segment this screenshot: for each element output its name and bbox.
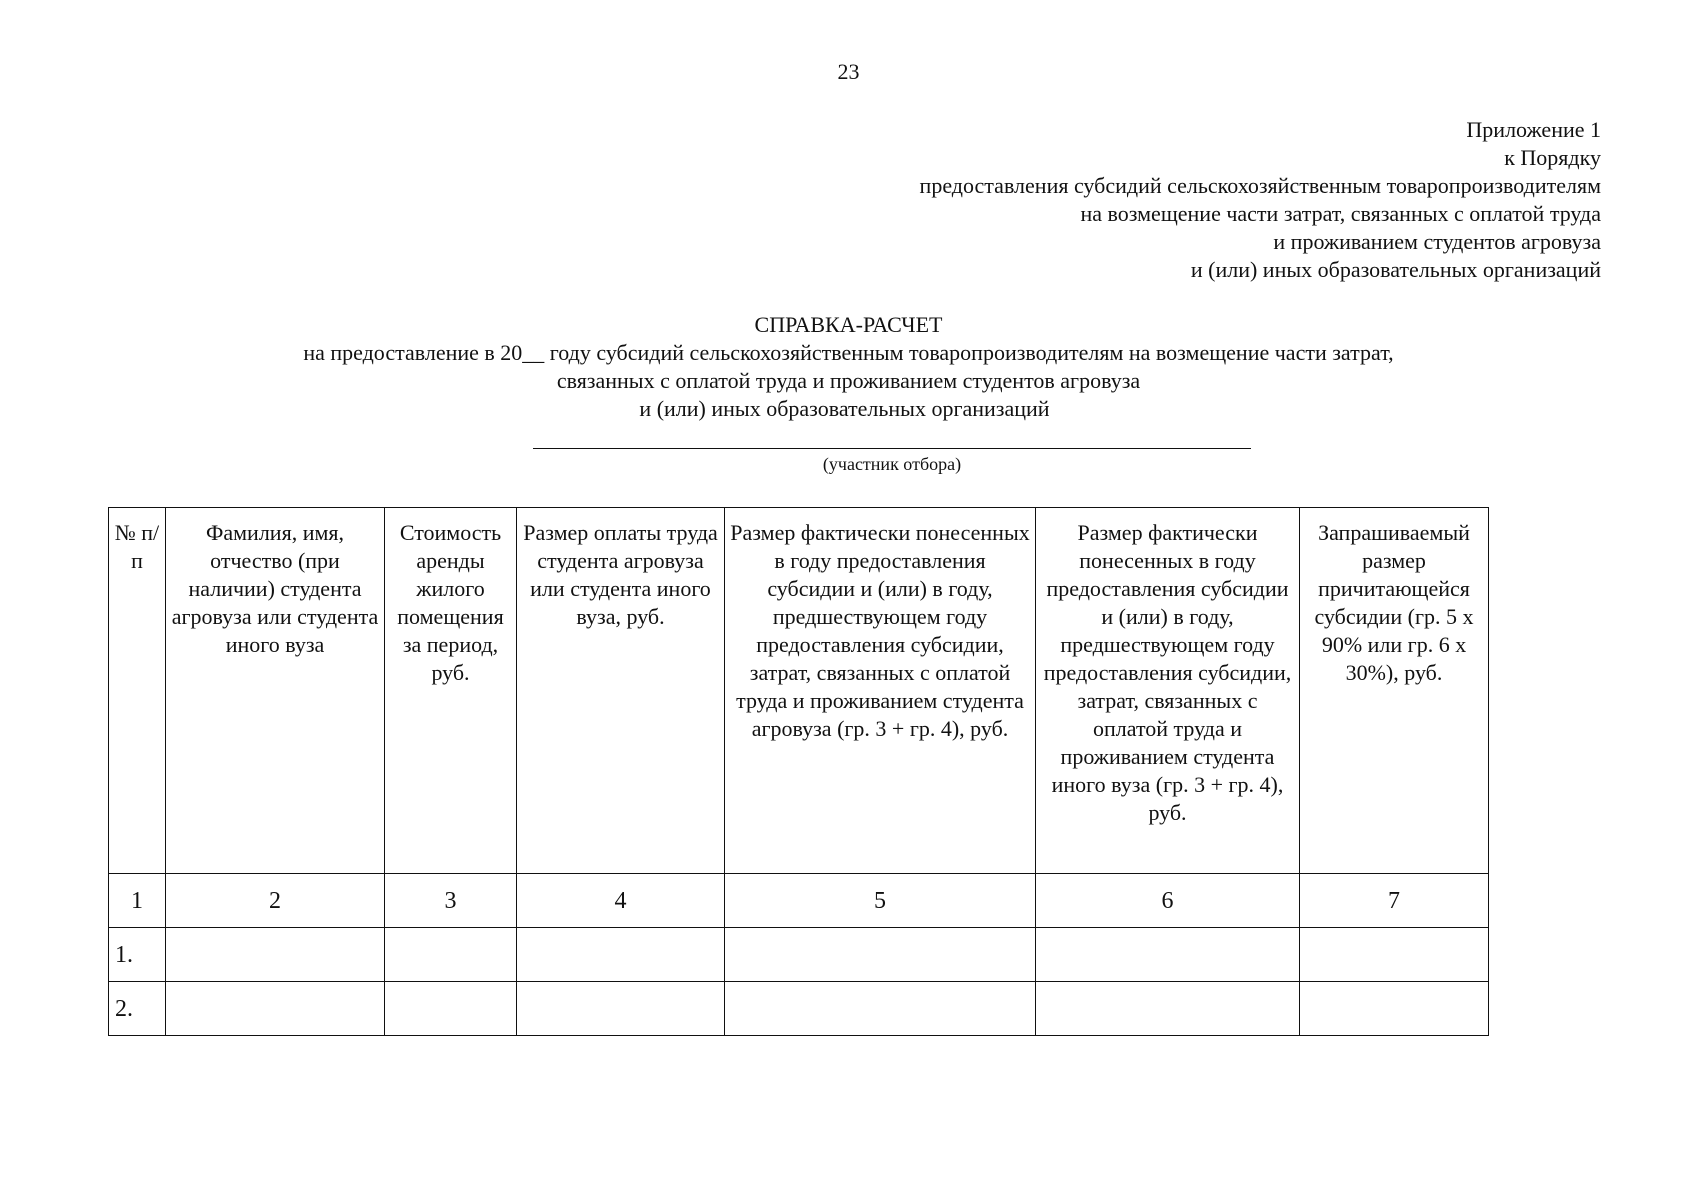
document-subtitle-line: на предоставление в 20__ году субсидий сельскохозяйственным товаропроизводителям на возмещение части затрат, [303, 340, 1394, 365]
appendix-block [920, 116, 1601, 284]
appendix-line: Приложение 1 [1466, 117, 1601, 142]
header-cell-rent-cost: Стоимость аренды жилого помещения за период, руб. [385, 508, 517, 874]
appendix-line: предоставления субсидий сельскохозяйственным товаропроизводителям [919, 173, 1601, 198]
document-subtitle-line: и (или) иных образовательных организаций [639, 396, 1050, 421]
table-cell [1300, 928, 1489, 982]
column-number: 6 [1036, 874, 1300, 928]
table-cell [725, 928, 1036, 982]
table-cell [725, 982, 1036, 1036]
table-cell [1036, 982, 1300, 1036]
table-cell [1300, 982, 1489, 1036]
participant-caption: (участник отбора) [822, 454, 962, 474]
header-cell-requested-subsidy: Запрашиваемый размер причитающейся субсидии (гр. 5 x 90% или гр. 6 x 30%), руб. [1300, 508, 1489, 874]
header-cell-costs-other-university: Размер фактически понесенных в году предоставления субсидии и (или) в году, предшествующем году предоставления субсидии, затрат, связанных с оплатой труда и проживанием студента иного вуза (гр. 3 + гр. 4), руб. [1036, 508, 1300, 874]
column-number-row [109, 874, 1489, 928]
table-cell [385, 928, 517, 982]
table-cell [1036, 928, 1300, 982]
participant-fill-line [533, 448, 1251, 449]
appendix-line: и (или) иных образовательных организаций [1190, 257, 1601, 282]
appendix-line: на возмещение части затрат, связанных с оплатой труда [1080, 201, 1601, 226]
appendix-line: и проживанием студентов агровуза [1273, 229, 1601, 254]
table-row [109, 982, 1489, 1036]
column-number: 1 [109, 874, 166, 928]
column-number: 2 [166, 874, 385, 928]
document-subtitle-line: связанных с оплатой труда и проживанием студентов агровуза [556, 368, 1141, 393]
calculation-table [108, 507, 1489, 1036]
page-number: 23 [837, 59, 860, 84]
row-number: 1. [109, 928, 166, 982]
header-cell-full-name: Фамилия, имя, отчество (при наличии) студента агровуза или студента иного вуза [166, 508, 385, 874]
header-cell-row-number: № п/п [109, 508, 166, 874]
column-number: 3 [385, 874, 517, 928]
table-header-row [109, 508, 1489, 874]
document-title-block [0, 311, 1697, 423]
row-number: 2. [109, 982, 166, 1036]
table-cell [166, 982, 385, 1036]
column-number: 5 [725, 874, 1036, 928]
document-heading: СПРАВКА-РАСЧЕТ [754, 312, 943, 337]
column-number: 4 [517, 874, 725, 928]
table-cell [517, 928, 725, 982]
appendix-line: к Порядку [1504, 145, 1601, 170]
column-number: 7 [1300, 874, 1489, 928]
header-cell-costs-agro-university: Размер фактически понесенных в году предоставления субсидии и (или) в году, предшествующем году предоставления субсидии, затрат, связанных с оплатой труда и проживанием студента агровуза (гр. 3 + гр. 4), руб. [725, 508, 1036, 874]
header-cell-wage: Размер оплаты труда студента агровуза или студента иного вуза, руб. [517, 508, 725, 874]
table-cell [385, 982, 517, 1036]
table-cell [166, 928, 385, 982]
table-cell [517, 982, 725, 1036]
table-row [109, 928, 1489, 982]
